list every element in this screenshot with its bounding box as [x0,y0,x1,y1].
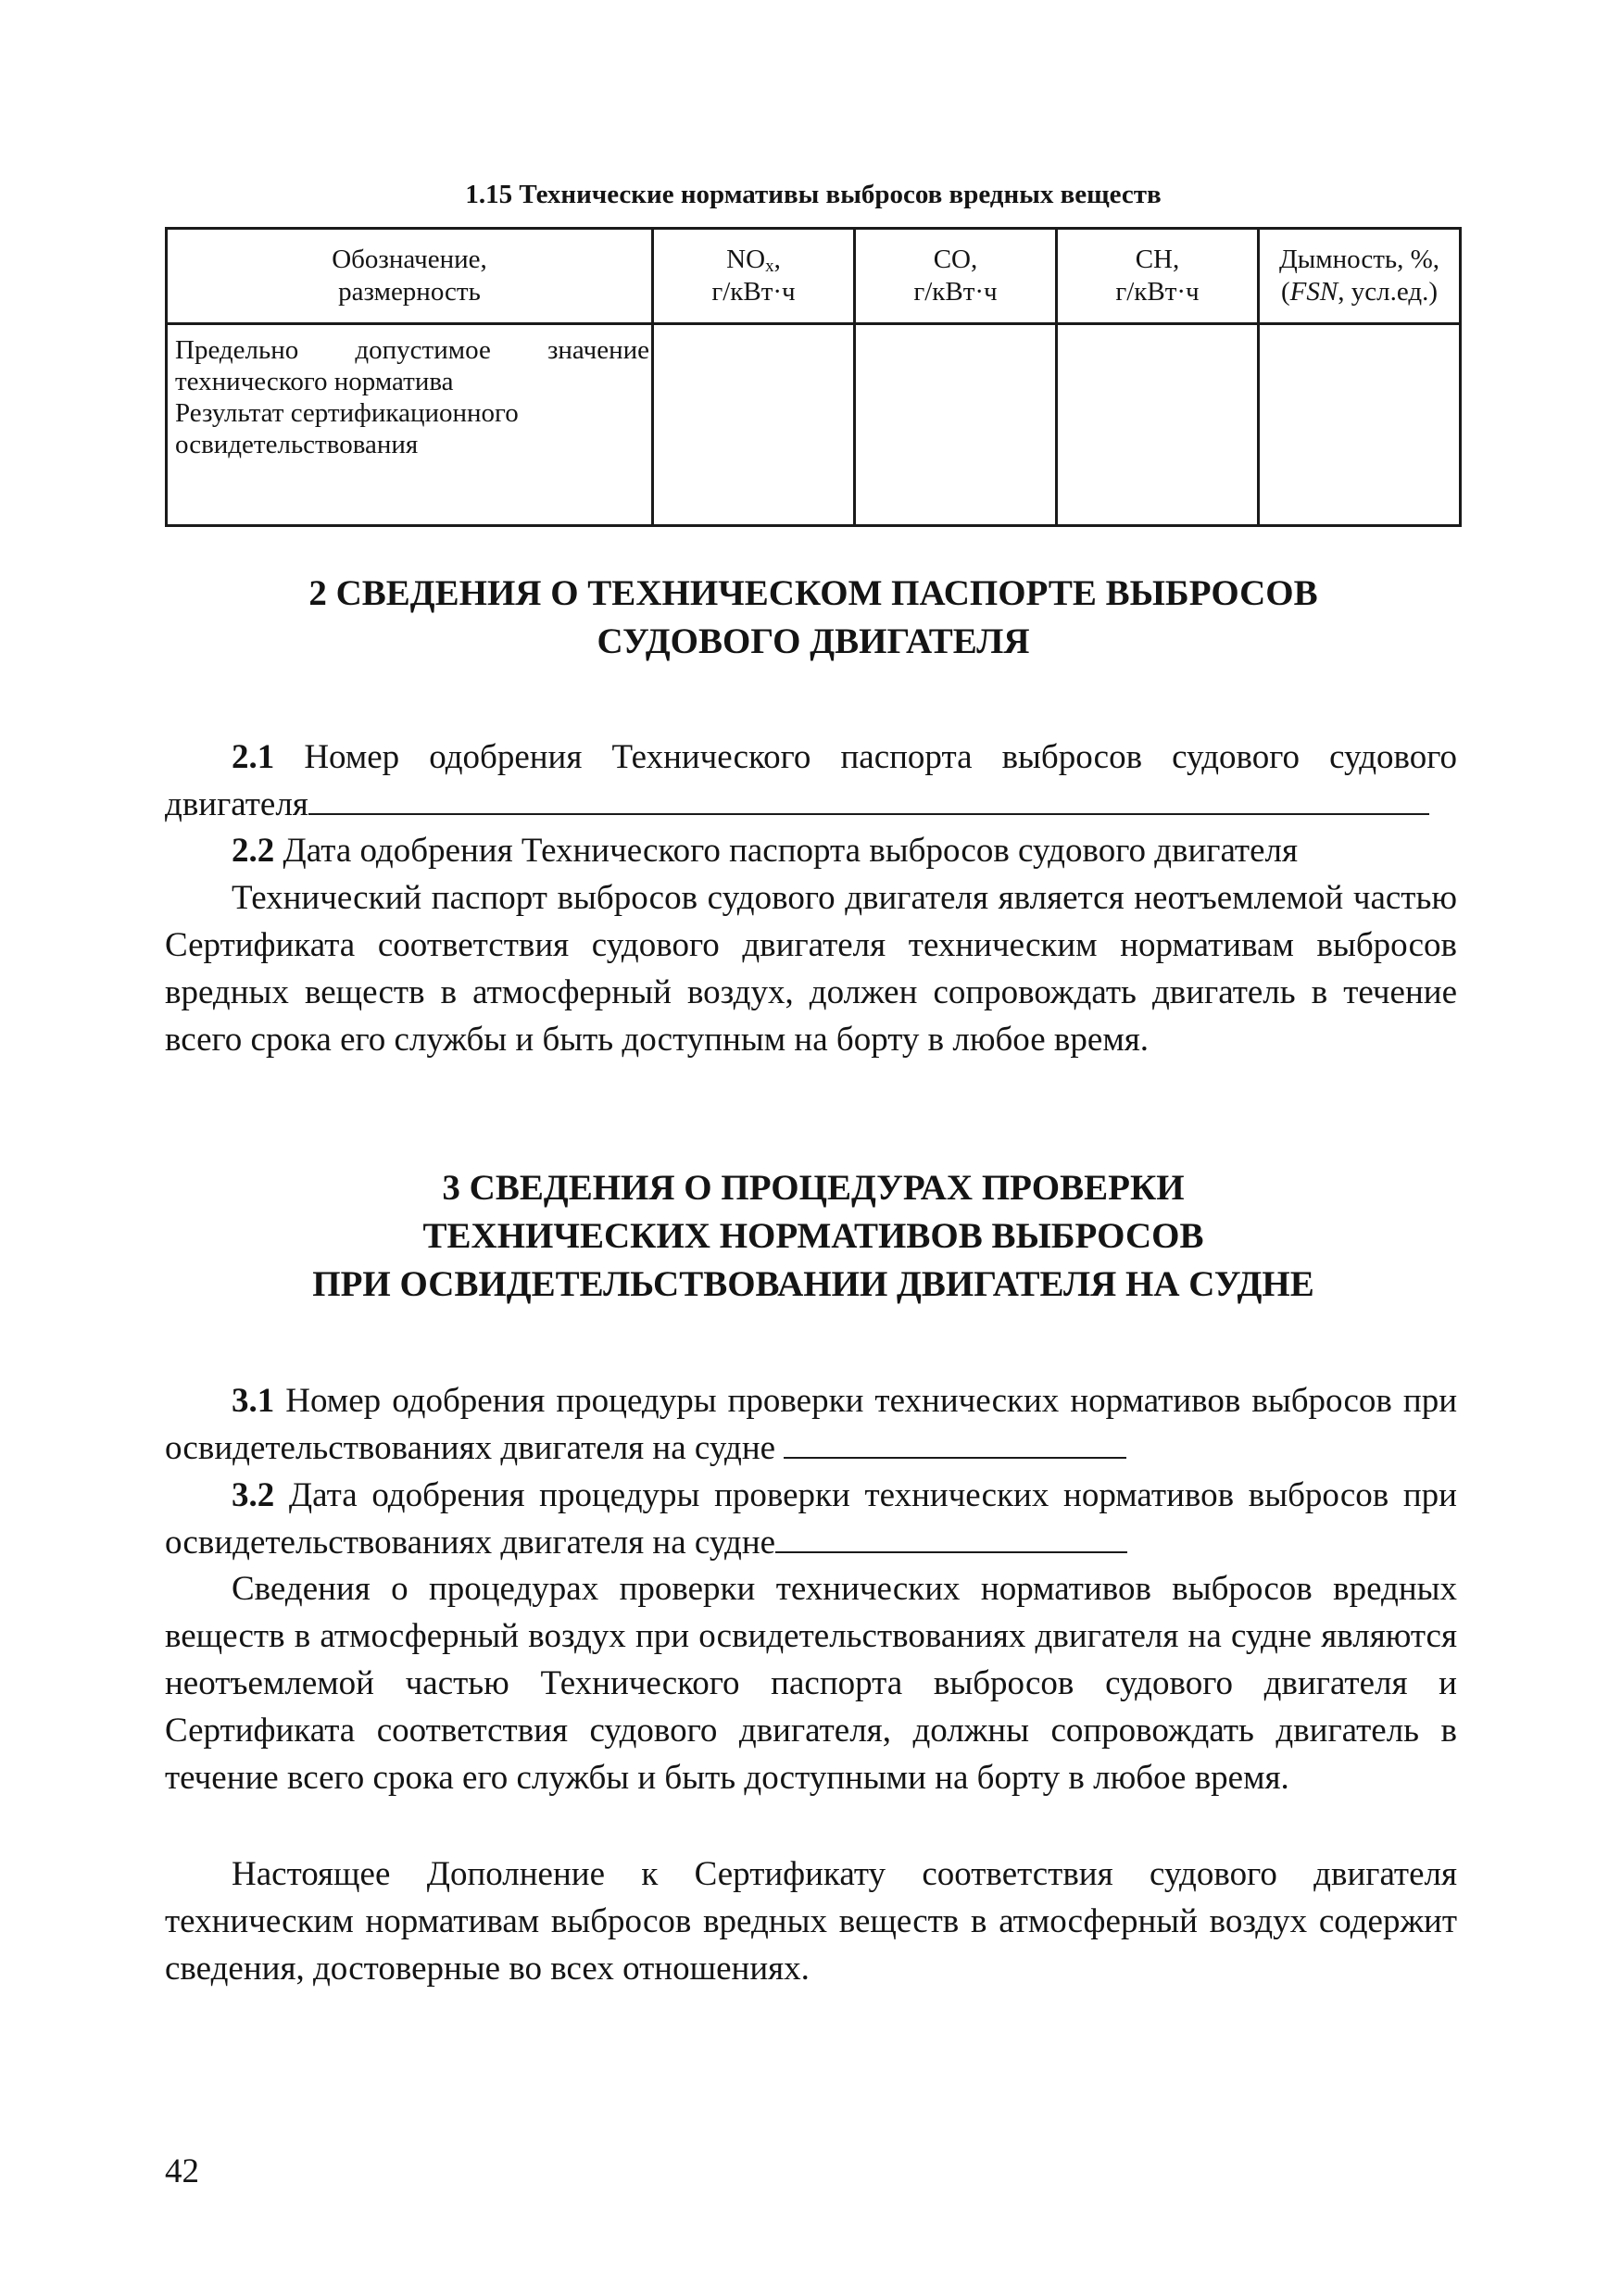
item-2-2-number: 2.2 [232,832,275,870]
item-2-1-text: Номер одобрения Технического паспорта выбросов судового судового двигателя [165,738,1457,823]
item-3-1 [165,1377,1457,1472]
item-3-2 [165,1472,1457,1566]
header-smoke [1259,229,1461,324]
table-row [167,324,1461,526]
section2-heading-line: 2 СВЕДЕНИЯ О ТЕХНИЧЕСКОМ ПАСПОРТЕ ВЫБРОСОВ [308,573,1318,613]
cell-ch-value [1057,324,1259,526]
item-3-2-text: Дата одобрения процедуры проверки технических нормативов выбросов при освидетельствованиях двигателя на судне [165,1476,1457,1562]
cell-co-value [855,324,1057,526]
item-2-2-text: Дата одобрения Технического паспорта выбросов судового двигателя [274,832,1299,870]
section2-heading [165,570,1462,666]
section3-closing-paragraph: Настоящее Дополнение к Сертификату соответствия судового двигателя техническим нормативам выбросов вредных веществ в атмосферный воздух содержит сведения, достоверные во всех отношениях. [165,1855,1457,1988]
item-2-1-number: 2.1 [232,738,275,776]
item-2-1 [165,734,1457,828]
emissions-table [165,227,1457,519]
header-nox-suffix: , [773,245,781,274]
section3-heading-line: ПРИ ОСВИДЕТЕЛЬСТВОВАНИИ ДВИГАТЕЛЯ НА СУДНЕ [312,1264,1314,1304]
item-3-1-fill-line [784,1429,1126,1459]
section3-paragraph: Сведения о процедурах проверки технических нормативов выбросов вредных веществ в атмосферный воздух при освидетельствованиях двигателя на судне являются неотъемлемой частью Технического паспорта выбросов судового двигателя и Сертификата соответствия судового двигателя, должны сопровождать двигатель в течение всего срока его службы и быть доступными на борту в любое время. [165,1570,1457,1797]
table-header-row [167,229,1461,324]
header-designation-line1: Обозначение, [332,245,487,274]
header-co-unit: г/кВт·ч [913,277,998,307]
section2-paragraph: Технический паспорт выбросов судового двигателя является неотъемлемой частью Сертификата соответствия судового двигателя техническим нормативам выбросов вредных веществ в атмосферный воздух, должен сопровождать двигатель в течение всего срока его службы и быть доступным на борту в любое время. [165,879,1457,1059]
item-3-2-number: 3.2 [232,1476,275,1514]
row-label-line: Результат сертификационного [175,398,519,428]
section3-heading-line: ТЕХНИЧЕСКИХ НОРМАТИВОВ ВЫБРОСОВ [422,1216,1204,1256]
header-nox-sub: x [765,257,774,276]
row-label-line: Предельно допустимое значение [175,335,649,365]
header-smoke-open: ( [1281,277,1290,307]
header-ch-main: CH, [1135,245,1180,274]
item-2-1-fill-line [308,785,1429,815]
header-designation-line2: размерность [338,277,481,307]
row-label-cell [167,324,653,526]
cell-nox-value [653,324,855,526]
header-ch [1057,229,1259,324]
header-nox-unit: г/кВт·ч [711,277,796,307]
cell-smoke-value [1259,324,1461,526]
header-designation [167,229,653,324]
header-co-main: CO, [933,245,978,274]
page-number: 42 [165,2152,199,2190]
item-3-1-number: 3.1 [232,1382,275,1420]
section3-heading-line: 3 СВЕДЕНИЯ О ПРОЦЕДУРАХ ПРОВЕРКИ [442,1168,1185,1208]
header-nox-main: NO [726,245,766,274]
item-2-2 [165,827,1457,874]
header-nox [653,229,855,324]
section3-heading [165,1164,1462,1309]
row-label-line: технического норматива [175,367,454,396]
item-3-2-fill-line [775,1524,1127,1553]
section2-heading-line: СУДОВОГО ДВИГАТЕЛЯ [597,621,1030,661]
header-smoke-main: Дымность, %, [1278,245,1440,274]
header-smoke-rest: , усл.ед.) [1338,277,1438,307]
item-3-1-text: Номер одобрения процедуры проверки технических нормативов выбросов при освидетельствованиях двигателя на судне [165,1382,1457,1467]
header-smoke-fsn: FSN [1289,277,1338,307]
table-caption: 1.15 Технические нормативы выбросов вредных веществ [465,180,1162,209]
header-co [855,229,1057,324]
row-label-line: освидетельствования [175,430,419,459]
header-ch-unit: г/кВт·ч [1115,277,1200,307]
